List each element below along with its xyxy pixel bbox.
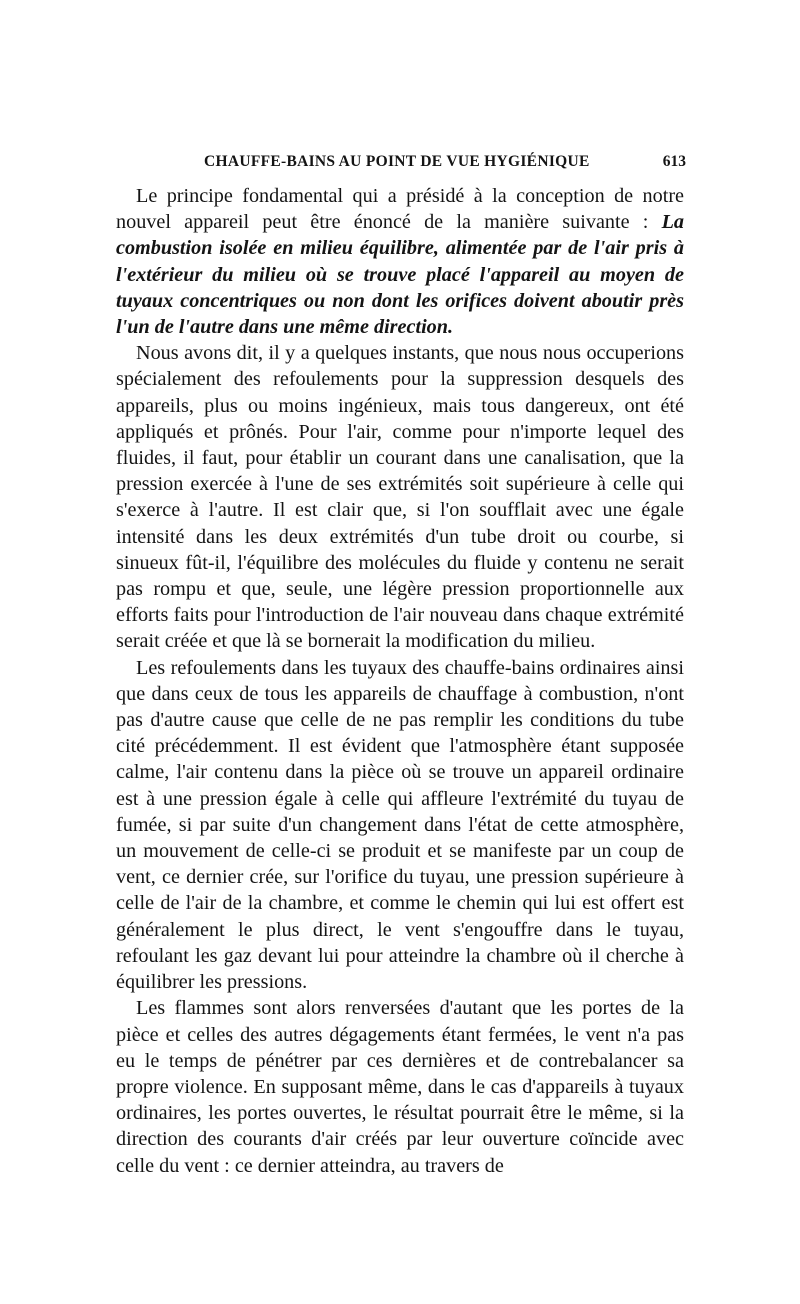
paragraph-refoulements-cause: Les refoulements dans les tuyaux des chauffe-bains ordinaires ainsi que dans ceux de tous les appareils de chauffage à combustion, n'ont pas d'autre cause que celle de ne pas remplir les conditions du tube cité précédemment. Il est évident que l'atmosphère étant supposée calme, l'air contenu dans la pièce où se trouve un appareil ordinaire est à une pression égale à celle qui affleure l'extrémité du tuyau de fumée, si par suite d'un changement dans l'état de cette atmosphère, un mouvement de celle-ci se produit et se manifeste par un coup de vent, ce dernier crée, sur l'orifice du tuyau, une pression supérieure à celle de l'air de la chambre, et comme le chemin qui lui est offert est généralement le plus direct, le vent s'engouffre dans le tuyau, refoulant les gaz devant lui pour atteindre la chambre où il cherche à équilibrer les pressions. <box>116 656 684 994</box>
body-text <box>116 183 684 1179</box>
paragraph-refoulements-intro: Nous avons dit, il y a quelques instants, que nous nous occuperions spécialement des refoulements pour la suppression desquels des appareils, plus ou moins ingénieux, mais tous dangereux, ont été appliqués et prônés. Pour l'air, comme pour n'importe lequel des fluides, il faut, pour établir un courant dans une canalisation, que la pression exercée à l'une de ses extrémités soit supérieure à celle qui s'exerce à l'autre. Il est clair que, si l'on soufflait avec une égale intensité dans les deux extrémités d'un tube droit ou courbe, si sinueux fût-il, l'équilibre des molécules du fluide y contenu ne serait pas rompu et que, seule, une légère pression proportionnelle aux efforts faits pour l'introduction de l'air nouveau dans chaque extrémité serait créée et que là se bornerait la modification du milieu. <box>116 342 684 653</box>
paragraph-principle-italic: La combustion isolée en milieu équilibre, alimentée par de l'air pris à l'extérieur du milieu où se trouve placé l'appareil au moyen de tuyaux concentriques ou non dont les orifices doivent aboutir près l'un de l'autre dans une même direction. <box>116 211 684 339</box>
running-head <box>116 153 686 175</box>
paragraph-principle-lead: Le principe fondamental qui a présidé à la conception de notre nouvel appareil peut être énoncé de la manière suivante : <box>116 185 684 234</box>
running-title: CHAUFFE-BAINS AU POINT DE VUE HYGIÉNIQUE <box>204 153 590 170</box>
paragraph-principle <box>116 183 684 340</box>
paragraph-flammes: Les flammes sont alors renversées d'autant que les portes de la pièce et celles des autres dégagements étant fermées, le vent n'a pas eu le temps de pénétrer par ces dernières et de contrebalancer sa propre violence. En supposant même, dans le cas d'appareils à tuyaux ordinaires, les portes ouvertes, le résultat pourrait être le même, si la direction des courants d'air créés par leur ouverture coïncide avec celle du vent : ce dernier atteindra, au travers de <box>116 997 684 1177</box>
page-number: 613 <box>662 153 686 170</box>
